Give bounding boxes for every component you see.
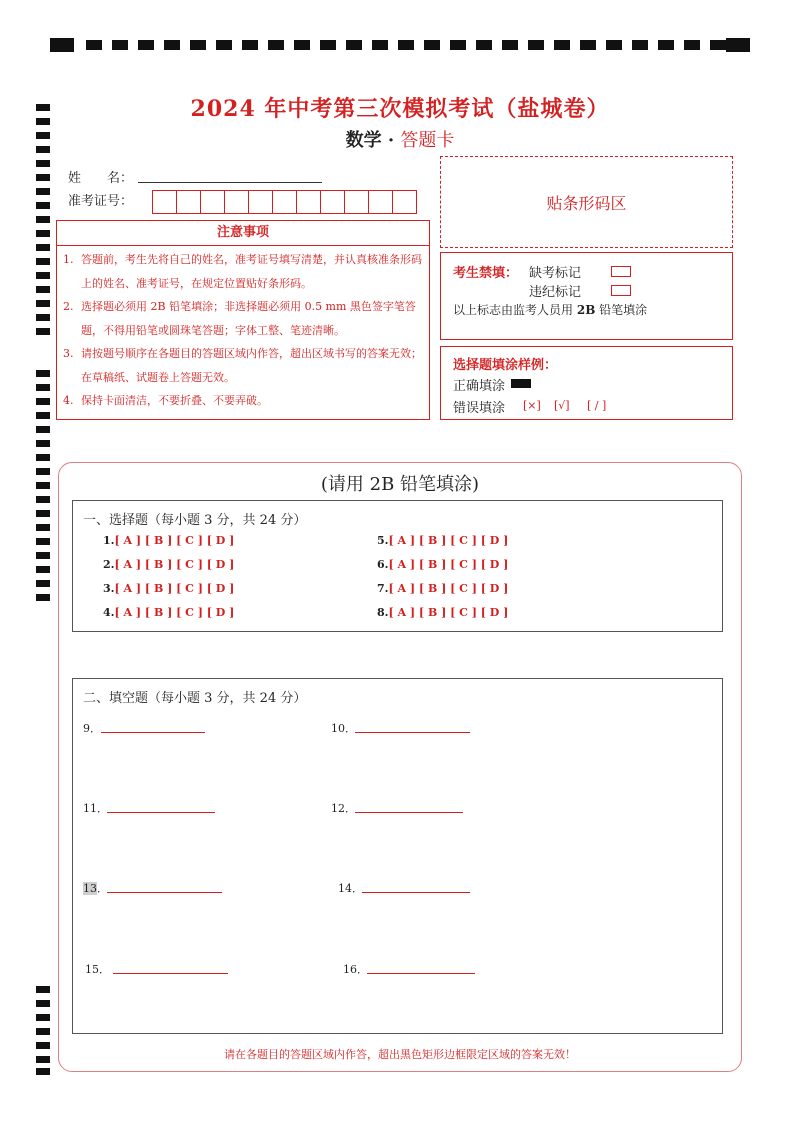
mc-question[interactable] bbox=[103, 558, 234, 571]
answer-card-label: 答题卡 bbox=[400, 130, 455, 151]
blank-number: 12． bbox=[331, 802, 356, 815]
section-multiple-choice bbox=[72, 500, 723, 632]
blank-number: 9． bbox=[83, 722, 101, 735]
page-subtitle bbox=[0, 126, 800, 152]
section1-heading: 一、选择题（每小题 3 分，共 24 分） bbox=[83, 513, 307, 528]
notice-item-number: 1. bbox=[63, 253, 74, 266]
violation-mark-label: 违纪标记 bbox=[529, 285, 582, 300]
mc-question-number: 6. bbox=[377, 558, 389, 571]
mc-options[interactable]: [ A ] [ B ] [ C ] [ D ] bbox=[388, 582, 509, 595]
mc-options[interactable]: [ A ] [ B ] [ C ] [ D ] bbox=[114, 534, 235, 547]
exam-id-boxes[interactable] bbox=[152, 190, 417, 214]
mc-question[interactable] bbox=[103, 534, 234, 547]
fill-sample-box bbox=[440, 346, 733, 420]
blank-number: 11． bbox=[83, 802, 108, 815]
blank-number: 15． bbox=[85, 963, 110, 976]
timing-marks-top bbox=[50, 38, 750, 54]
mc-options[interactable]: [ A ] [ B ] [ C ] [ D ] bbox=[388, 534, 509, 547]
barcode-label: 贴条形码区 bbox=[546, 193, 627, 213]
mc-question-number: 2. bbox=[103, 558, 115, 571]
wrong-fill-slash: [ / ] bbox=[587, 399, 607, 412]
mc-question-number: 7. bbox=[377, 582, 389, 595]
notice-item bbox=[57, 389, 429, 413]
forbidden-note-prefix: 以上标志由监考人员用 bbox=[453, 303, 574, 317]
exam-id-digit-box[interactable] bbox=[224, 190, 249, 214]
exam-id-digit-box[interactable] bbox=[392, 190, 417, 214]
blank-number bbox=[83, 880, 108, 896]
notice-item-text: 选择题必须用 2B 铅笔填涂；非选择题必须用 0.5 mm 黑色签字笔答题，不得用铅笔或圆珠笔答题；字体工整、笔迹清晰。 bbox=[81, 300, 416, 337]
mc-question[interactable] bbox=[377, 534, 508, 547]
exam-id-digit-box[interactable] bbox=[200, 190, 225, 214]
exam-id-digit-box[interactable] bbox=[320, 190, 345, 214]
mc-question[interactable] bbox=[377, 582, 508, 595]
blank-answer-line[interactable] bbox=[355, 812, 463, 813]
forbidden-note bbox=[453, 301, 647, 318]
absent-mark-box[interactable] bbox=[611, 266, 631, 277]
subject-label: 数学 bbox=[345, 130, 382, 151]
subtitle-dot: · bbox=[387, 130, 395, 151]
name-label: 姓 名： bbox=[68, 171, 134, 186]
mc-options[interactable]: [ A ] [ B ] [ C ] [ D ] bbox=[388, 606, 509, 619]
notice-item bbox=[57, 248, 429, 295]
blank-answer-line[interactable] bbox=[101, 732, 205, 733]
mc-question[interactable] bbox=[103, 606, 234, 619]
mc-options[interactable]: [ A ] [ B ] [ C ] [ D ] bbox=[114, 606, 235, 619]
blank-number-dot: ． bbox=[97, 882, 108, 895]
violation-mark-box[interactable] bbox=[611, 285, 631, 296]
section2-heading: 二、填空题（每小题 3 分，共 24 分） bbox=[83, 691, 307, 706]
blank-answer-line[interactable] bbox=[367, 973, 475, 974]
mc-question-number: 4. bbox=[103, 606, 115, 619]
blank-number: 14． bbox=[338, 882, 363, 895]
notice-item bbox=[57, 342, 429, 389]
notice-box bbox=[56, 220, 430, 420]
blank-answer-line[interactable] bbox=[107, 892, 222, 893]
exam-id-digit-box[interactable] bbox=[272, 190, 297, 214]
blank-answer-line[interactable] bbox=[113, 973, 228, 974]
exam-id-digit-box[interactable] bbox=[152, 190, 177, 214]
footer-warning: 请在各题目的答题区域内作答，超出黑色矩形边框限定区域的答案无效！ bbox=[224, 1048, 576, 1061]
notice-item-number: 4. bbox=[63, 394, 74, 407]
mc-question[interactable] bbox=[103, 582, 234, 595]
mc-question[interactable] bbox=[377, 558, 508, 571]
mc-question-number: 5. bbox=[377, 534, 389, 547]
section-fill-in-blank bbox=[72, 678, 723, 1034]
notice-item-text: 请按题号顺序在各题目的答题区域内作答，超出区域书写的答案无效；在草稿纸、试题卷上答题无效。 bbox=[81, 347, 422, 384]
blank-number: 10． bbox=[331, 722, 356, 735]
wrong-fill-label: 错误填涂 bbox=[453, 401, 506, 416]
absent-mark-label: 缺考标记 bbox=[529, 266, 582, 281]
forbidden-label: 考生禁填： bbox=[453, 266, 519, 281]
exam-id-digit-box[interactable] bbox=[368, 190, 393, 214]
blank-number: 16． bbox=[343, 963, 368, 976]
pencil-instruction: (请用 2B 铅笔填涂) bbox=[320, 474, 480, 495]
examinee-forbidden-box bbox=[440, 252, 733, 340]
wrong-fill-check: [√] bbox=[554, 399, 570, 412]
mc-question-number: 1. bbox=[103, 534, 115, 547]
mc-options[interactable]: [ A ] [ B ] [ C ] [ D ] bbox=[388, 558, 509, 571]
blank-answer-line[interactable] bbox=[107, 812, 215, 813]
notice-item-number: 3. bbox=[63, 347, 74, 360]
exam-id-digit-box[interactable] bbox=[176, 190, 201, 214]
notice-item-text: 答题前，考生先将自己的姓名，准考证号填写清楚，并认真核准条形码上的姓名、准考证号，在规定位置贴好条形码。 bbox=[81, 253, 422, 290]
forbidden-note-bold: 2B bbox=[576, 303, 596, 317]
blank-number-highlight: 13 bbox=[83, 882, 97, 895]
fill-sample-heading: 选择题填涂样例： bbox=[453, 358, 558, 373]
notice-item-number: 2. bbox=[63, 300, 74, 313]
correct-fill-mark bbox=[511, 379, 531, 388]
exam-id-digit-box[interactable] bbox=[248, 190, 273, 214]
barcode-area bbox=[440, 156, 733, 248]
exam-id-digit-box[interactable] bbox=[344, 190, 369, 214]
correct-fill-label: 正确填涂 bbox=[453, 379, 506, 394]
blank-answer-line[interactable] bbox=[355, 732, 470, 733]
forbidden-note-suffix: 铅笔填涂 bbox=[599, 303, 648, 317]
wrong-fill-cross: [×] bbox=[523, 399, 541, 412]
blank-answer-line[interactable] bbox=[362, 892, 470, 893]
exam-id-label: 准考证号： bbox=[68, 194, 134, 209]
mc-options[interactable]: [ A ] [ B ] [ C ] [ D ] bbox=[114, 558, 235, 571]
notice-item bbox=[57, 295, 429, 342]
page-title: 2024 年中考第三次模拟考试（盐城卷） bbox=[190, 96, 610, 122]
mc-question[interactable] bbox=[377, 606, 508, 619]
mc-question-number: 3. bbox=[103, 582, 115, 595]
mc-question-number: 8. bbox=[377, 606, 389, 619]
exam-id-digit-box[interactable] bbox=[296, 190, 321, 214]
name-field[interactable] bbox=[138, 182, 322, 183]
mc-options[interactable]: [ A ] [ B ] [ C ] [ D ] bbox=[114, 582, 235, 595]
notice-item-text: 保持卡面清洁，不要折叠、不要弄破。 bbox=[81, 394, 268, 407]
notice-heading: 注意事项 bbox=[57, 221, 429, 246]
